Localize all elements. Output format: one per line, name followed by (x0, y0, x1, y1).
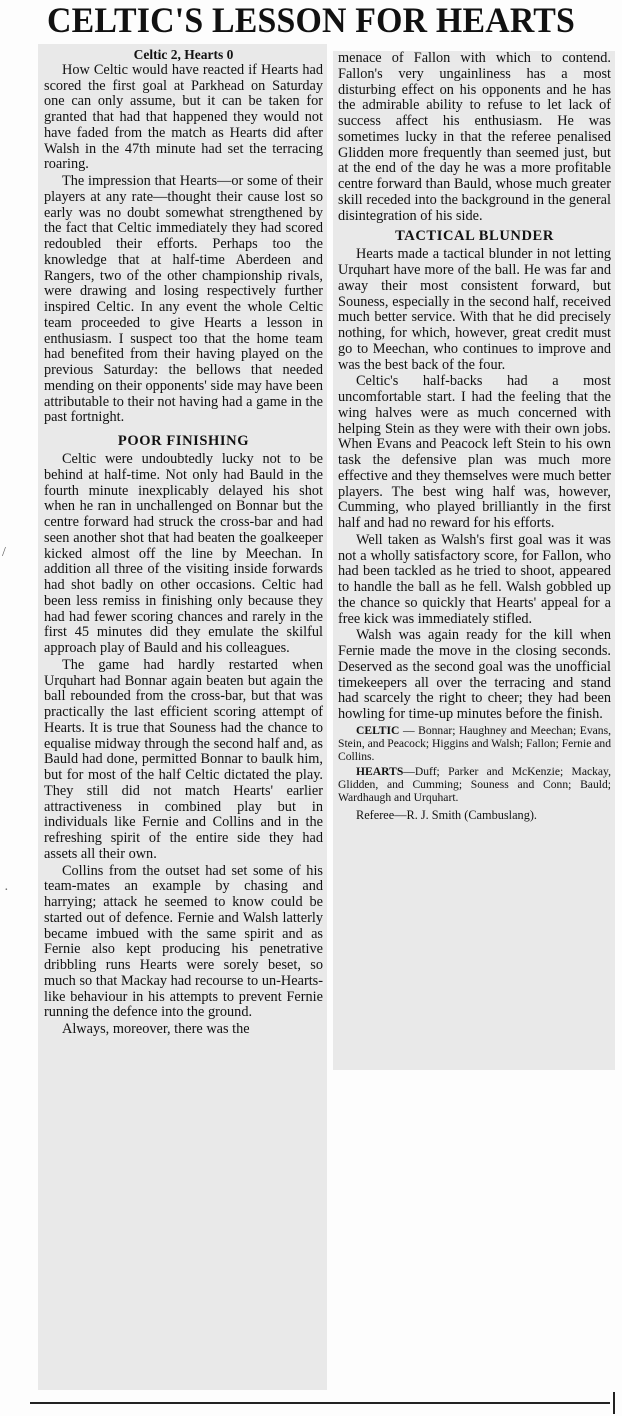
article-headline: CELTIC'S LESSON FOR HEARTS (46, 0, 576, 40)
referee-line: Referee—R. J. Smith (Cambuslang). (356, 808, 538, 823)
celtic-lineup (338, 725, 611, 764)
celtic-label: CELTIC (356, 723, 400, 737)
intro-paragraph-1: How Celtic would have reacted if Hearts had scored the first goal at Parkhead on Saturday one can only assume, but it can be taken for granted that had that happened they would not have faded from the match as Hearts did after Walsh in the 47th minute had set the terracing roaring. (44, 61, 323, 173)
hearts-lineup (338, 766, 611, 805)
left-paragraph-1: Celtic were undoubtedly lucky not to be behind at half-time. Not only had Bauld in the fourth minute inexplicably delayed his shot when he ran in unchallenged on Bonnar but the centre forward had struck the cross-bar and had seen another shot that had beaten the goalkeeper kicked almost off the line by Meechan. In addition all three of the visiting inside forwards had shot badly on other occasions. Celtic had been less remiss in finishing only because they had had fewer scoring chances and rarely in the first 45 minutes did they emulate the skilful approach play of Bauld and his colleagues. (44, 451, 323, 656)
right-paragraph-2: Celtic's half-backs had a most uncomfortable start. I had the feeling that the wing halves were as much concerned with helping Stein as they were with their own jobs. When Evans and Peacock left Stein to his own task the defensive plan was much more effective and they themselves were much better players. The best wing half was, however, Cumming, who played brilliantly in the first half and had no reward for his efforts. (338, 373, 611, 531)
margin-mark: · (4, 883, 9, 898)
intro-paragraph-2: The impression that Hearts—or some of their players at any rate—thought their cause lost so early was no doubt somewhat strengthened by the fact that Celtic immediately they had scored redoubled their efforts. Perhaps too the knowledge that at half-time Aberdeen and Rangers, two of the other championship rivals, were drawing and losing respectively further inspired Celtic. In any event the whole Celtic team proceeded to give Hearts a lesson in enthusiasm. I suspect too that the home team had benefited from their having played on the previous Saturday: the bellows that needed mending on their opponents' side may have been attributable to their not having had a game in the past fortnight. (44, 173, 323, 426)
subhead-poor-finishing: POOR FINISHING (117, 433, 250, 449)
score-line: Celtic 2, Hearts 0 (133, 47, 234, 62)
left-paragraph-4: Always, moreover, there was the (62, 1021, 250, 1037)
right-paragraph-3: Well taken as Walsh's first goal was it was not a wholly satisfactory score, for Fallon, who had been tackled as he tried to shoot, appeared to handle the ball as he fell. Walsh gobbled up the chance so quickly that Hearts' appeal for a free kick was immediately stifled. (338, 531, 611, 627)
hearts-team-list: —Duff; Parker and McKenzie; Mackay, Glidden, and Cumming; Souness and Conn; Bauld; Wardhaugh and Urquhart. (338, 765, 611, 805)
right-rule-line (613, 1392, 615, 1414)
left-paragraph-2: The game had hardly restarted when Urquhart had Bonnar again beaten but again the ball rebounded from the cross-bar, but that was practically the last efficient scoring attempt of Hearts. It is true that Souness had the chance to equalise midway through the second half and, as Bauld had done, permitted Bonnar to baulk him, but for most of the half Celtic dictated the play. They still did not match Hearts' earlier attractiveness in combined play but in individuals like Fernie and Collins and in the refreshing spirit of the entire side they had assets all their own. (44, 656, 323, 862)
celtic-team-list: — Bonnar; Haughney and Meechan; Evans, Stein, and Peacock; Higgins and Walsh; Fallon; Fernie and Collins. (338, 723, 611, 763)
margin-mark: / (2, 545, 6, 560)
right-paragraph-4: Walsh was again ready for the kill when Fernie made the move in the closing seconds. Deserved as the second goal was the unofficial timekeepers all over the terracing and stand had scarcely the right to cheer; they had been howling for time-up minutes before the finish. (338, 627, 611, 722)
left-column (38, 44, 327, 1390)
bottom-rule-line (30, 1402, 610, 1404)
continuation-paragraph: menace of Fallon with which to contend. Fallon's very ungainliness has a most disturbing effect on his opponents and he has the admirable ability to refuse to let lack of success affect his enthusiasm. He was sometimes lucky in that the referee penalised Glidden more frequently than seemed just, but at the end of the day he was a more profitable centre forward than Bauld, whose much greater skill receded into the background in the general disintegration of his side. (338, 51, 611, 224)
right-paragraph-1: Hearts made a tactical blunder in not letting Urquhart have more of the ball. He was far and away their most consistent forward, but Souness, especially in the second half, received much better service. With that he did precisely nothing, for which, however, great credit must go to Meechan, who continues to improve and was the best back of the four. (338, 246, 611, 373)
subhead-tactical-blunder: TACTICAL BLUNDER (395, 228, 554, 245)
hearts-label: HEARTS (356, 765, 404, 779)
right-column (333, 51, 615, 1070)
left-paragraph-3: Collins from the outset had set some of his team-mates an example by chasing and harrying; attack he seemed to know could be started out of defence. Fernie and Walsh latterly became imbued with the same spirit and as Fernie also kept producing his penetrative dribbling runs Hearts were sorely beset, so much so that Mackay had recourse to un-Hearts-like behaviour in his attempts to prevent Fernie running the defence into the ground. (44, 862, 323, 1021)
